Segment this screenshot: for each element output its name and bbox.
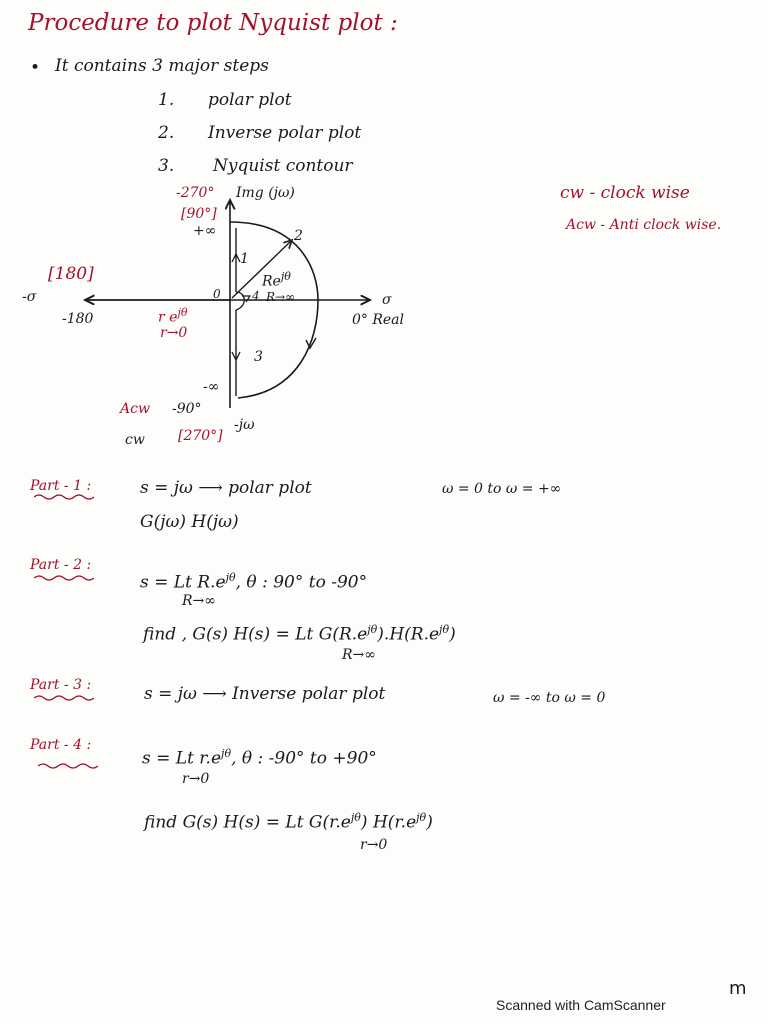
label-plus-infinity: +∞ — [193, 223, 217, 239]
part-1-line: s = jω ⟶ polar plot — [140, 478, 312, 498]
label-cw: cw — [125, 432, 145, 448]
label-segment-1: 1 — [240, 251, 249, 267]
step-3-num: 3. — [158, 156, 175, 176]
intro-text: It contains 3 major steps — [55, 56, 269, 76]
label-pos-sigma: σ — [382, 292, 392, 308]
part-3-line: s = jω ⟶ Inverse polar plot — [144, 684, 386, 704]
label-acw: Acw — [120, 401, 150, 417]
label-imag-axis: Img (jω) — [236, 185, 295, 201]
legend-acw: Acw - Anti clock wise. — [566, 217, 722, 233]
label-bottom-bracket: [270°] — [178, 428, 223, 444]
part-4-find: find G(s) H(s) = Lt $G(r.e^{j\theta})$ $H(r.e^{j\theta})$ — [144, 811, 433, 833]
camscanner-logo-icon: m — [729, 978, 747, 999]
label-r-to-zero: r→0 — [160, 325, 188, 341]
label-neg-sigma: -σ — [22, 289, 37, 305]
label-origin: 0 — [213, 287, 221, 301]
page-title: Procedure to plot Nyquist plot : — [28, 10, 398, 36]
step-1-label: polar plot — [208, 90, 292, 110]
part-3-underline — [34, 694, 94, 702]
label-segment-3: 3 — [254, 349, 263, 365]
label-minus-90: -90° — [172, 401, 202, 417]
part-2-line: s = Lt $R.e^{j\theta}$, θ : 90° to -90° — [140, 571, 368, 593]
part-3-label: Part - 3 : — [30, 677, 92, 693]
part-1-label: Part - 1 : — [30, 478, 92, 494]
part-4-line: s = Lt $r.e^{j\theta}$, θ : -90° to +90° — [142, 747, 377, 769]
step-1-num: 1. — [158, 90, 175, 110]
part-4-underline — [38, 762, 98, 770]
step-2-num: 2. — [158, 123, 175, 143]
scanner-watermark: Scanned with CamScanner — [496, 997, 666, 1013]
label-top-bracket: [90°] — [181, 206, 217, 222]
step-3-label: Nyquist contour — [213, 156, 353, 176]
legend-cw: cw - clock wise — [560, 183, 690, 203]
step-2-label: Inverse polar plot — [208, 123, 362, 143]
label-segment-2: 2 — [294, 228, 303, 244]
part-4-limit: r→0 — [182, 771, 210, 787]
part-2-label: Part - 2 : — [30, 557, 92, 573]
label-top-angle: -270° — [176, 185, 215, 201]
part-2-find-limit: R→∞ — [342, 647, 376, 663]
small-indentation — [236, 292, 244, 310]
label-segment-4: 4 — [252, 289, 260, 303]
label-minus-infinity: -∞ — [203, 379, 220, 395]
part-2-find: find , G(s) H(s) = Lt $G(R.e^{j\theta}).H(R.e^{j\theta})$ — [143, 623, 456, 645]
part-3-range: ω = -∞ to ω = 0 — [493, 690, 606, 706]
part-1-transfer: G(jω) H(jω) — [140, 512, 239, 532]
bullet: • — [30, 58, 41, 78]
label-R-to-infinity: R→∞ — [266, 290, 296, 304]
label-left-bracket: [180] — [48, 264, 94, 284]
label-big-radius: $Re^{j\theta}$ — [262, 270, 291, 290]
part-4-find-limit: r→0 — [360, 837, 388, 853]
label-zero-real: 0° Real — [352, 312, 405, 328]
part-4-label: Part - 4 : — [30, 737, 92, 753]
part-1-underline — [34, 493, 94, 501]
part-2-limit: R→∞ — [182, 593, 216, 609]
label-minus-jw: -jω — [234, 417, 255, 433]
part-2-underline — [34, 574, 94, 582]
label-neg-180: -180 — [62, 311, 94, 327]
part-1-range: ω = 0 to ω = +∞ — [442, 481, 562, 497]
large-semicircle — [230, 222, 318, 398]
label-small-radius: r $e^{j\theta}$ — [158, 306, 188, 326]
